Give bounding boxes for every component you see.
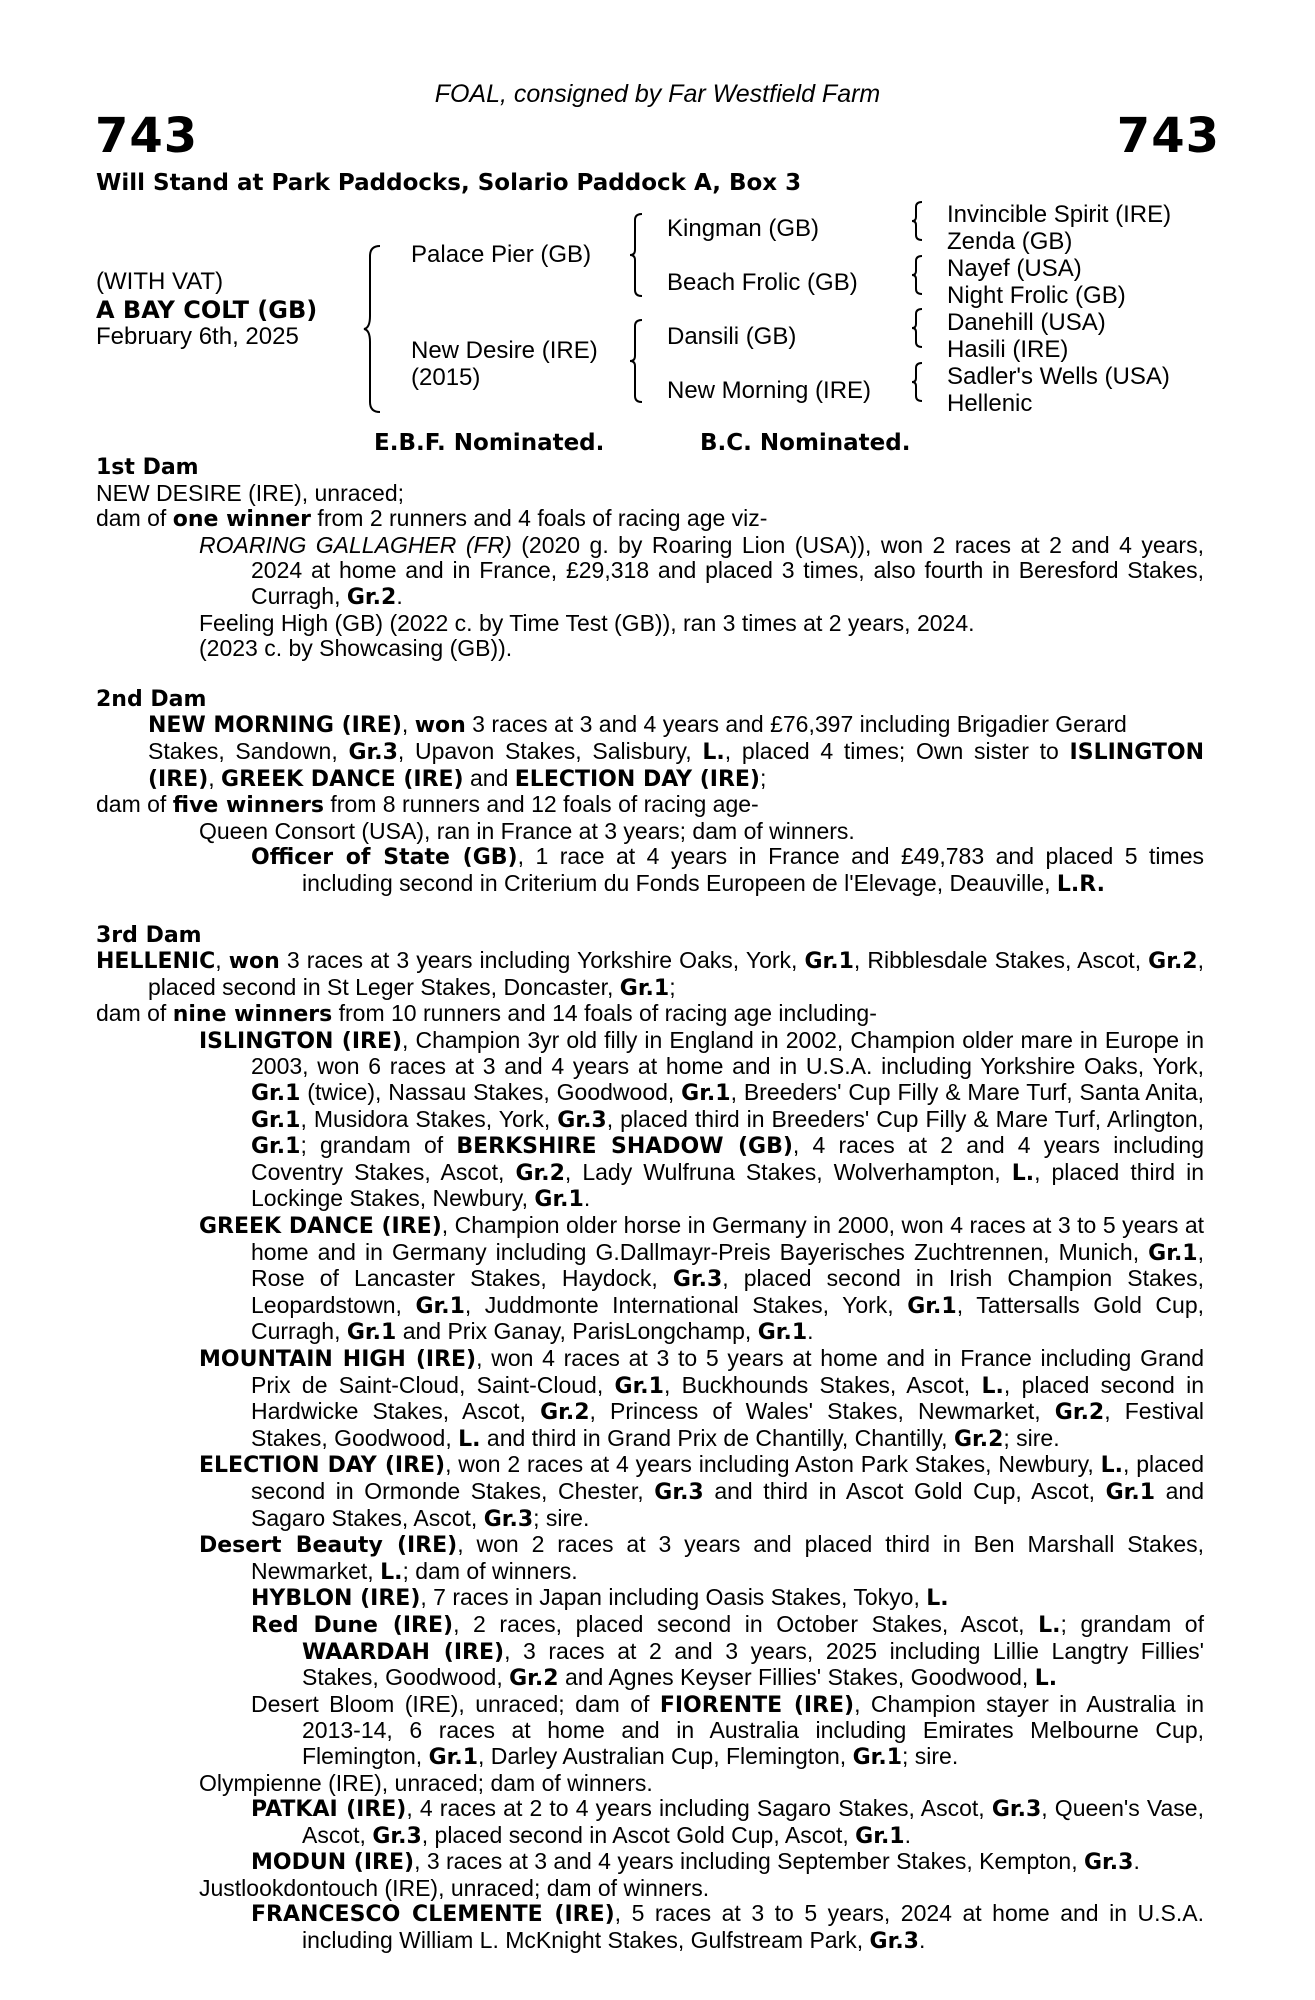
produce-item: MODUN (IRE), 3 races at 3 and 4 years including September Stakes, Kempton, Gr.3. (251, 1848, 1140, 1876)
pedigree-brace-dd (910, 361, 926, 403)
consignor-line: FOAL, consigned by Far Westfield Farm (434, 80, 881, 108)
bc-nomination: B.C. Nominated. (700, 430, 911, 456)
second-dam-record: NEW MORNING (IRE), won 3 races at 3 and 4 years and £76,397 including Brigadier Gerard (148, 711, 1127, 739)
produce-item: Officer of State (GB), 1 race at 4 years in France and £49,783 and placed 5 times including second in Criterium du Fonds Europeen de l'Elevage, Deauville, L.R. (251, 843, 1204, 897)
vat-note: (WITH VAT) (96, 268, 224, 295)
first-dam-summary: dam of one winner from 2 runners and 4 foals of racing age viz- (96, 505, 768, 533)
pedigree-brace-dam (628, 318, 648, 404)
ped-sds: Nayef (USA) (947, 255, 1082, 282)
ped-sss: Invincible Spirit (IRE) (947, 201, 1172, 228)
third-dam-heading: 3rd Dam (96, 922, 202, 948)
sire: Palace Pier (GB) (411, 241, 592, 268)
produce-item: (2023 c. by Showcasing (GB)). (199, 635, 513, 662)
produce-item: Desert Bloom (IRE), unraced; dam of FIORENTE (IRE), Champion stayer in Australia in 2013-14, 6 races at home and in Australia including Emirates Melbourne Cup, Flemington, Gr.1, Darley Australian Cup, Flemington, Gr.1; sire. (251, 1690, 1204, 1770)
produce-item: HYBLON (IRE), 7 races in Japan including Oasis Stakes, Tokyo, L. (251, 1584, 949, 1612)
produce-item: Olympienne (IRE), unraced; dam of winners. (199, 1769, 653, 1796)
ped-dss: Danehill (USA) (947, 309, 1106, 336)
pedigree-brace-sire (628, 212, 648, 298)
ped-ssd: Zenda (GB) (947, 228, 1073, 255)
sire-sire: Kingman (GB) (667, 215, 820, 242)
horse-dob: February 6th, 2025 (96, 323, 299, 350)
produce-item: MOUNTAIN HIGH (IRE), won 4 races at 3 to 5 years at home and in France including Grand Prix de Saint-Cloud, Saint-Cloud, Gr.1, Buckhounds Stakes, Ascot, L., placed second in Hardwicke Stakes, Ascot, Gr.2, Princess of Wales' Stakes, Newmarket, Gr.2, Festival Stakes, Goodwood, L. and third in Grand Prix de Chantilly, Chantilly, Gr.2; sire. (199, 1345, 1205, 1452)
produce-item: Justlookdontouch (IRE), unraced; dam of winners. (199, 1874, 710, 1901)
produce-item: ROARING GALLAGHER (FR) (2020 g. by Roaring Lion (USA)), won 2 races at 2 and 4 years, 2024 at home and in France, £29,318 and placed 3 times, also fourth in Beresford Stakes, Curragh, Gr.2. (199, 531, 1204, 610)
produce-item: ISLINGTON (IRE), Champion 3yr old filly in England in 2002, Champion older mare in Europe in 2003, won 6 races at 3 and 4 years at home and in U.S.A. including Yorkshire Oaks, York, Gr.1 (twice), Nassau Stakes, Goodwood, Gr.1, Breeders' Cup Filly & Mare Turf, Santa Anita, Gr.1, Musidora Stakes, York, Gr.3, placed third in Breeders' Cup Filly & Mare Turf, Arlington, Gr.1; grandam of BERKSHIRE SHADOW (GB), 4 races at 2 and 4 years including Coventry Stakes, Ascot, Gr.2, Lady Wulfruna Stakes, Wolverhampton, L., placed third in Lockinge Stakes, Newbury, Gr.1. (199, 1026, 1205, 1213)
pedigree-brace-sd (910, 254, 926, 296)
ped-dds: Sadler's Wells (USA) (947, 363, 1170, 390)
produce-item: Queen Consort (USA), ran in France at 3 years; dam of winners. (199, 817, 855, 844)
second-dam-record-cont: Stakes, Sandown, Gr.3, Upavon Stakes, Salisbury, L., placed 4 times; Own sister to ISLINGTON (IRE), GREEK DANCE (IRE) and ELECTION DAY (IRE); (148, 737, 1204, 792)
ped-ddd: Hellenic (947, 390, 1033, 417)
dam-dam: New Morning (IRE) (667, 377, 872, 404)
third-dam-summary: dam of nine winners from 10 runners and 14 foals of racing age including- (96, 1000, 877, 1028)
ped-dsd: Hasili (IRE) (947, 336, 1069, 363)
ped-sdd: Night Frolic (GB) (947, 282, 1126, 309)
produce-item: Red Dune (IRE), 2 races, placed second in October Stakes, Ascot, L.; grandam of WAARDAH (IRE), 3 races at 2 and 3 years, 2025 including Lillie Langtry Fillies' Stakes, Goodwood, Gr.2 and Agnes Keyser Fillies' Stakes, Goodwood, L. (251, 1610, 1204, 1692)
second-dam-summary: dam of five winners from 8 runners and 12 foals of racing age- (96, 791, 759, 819)
sire-dam: Beach Frolic (GB) (667, 269, 858, 296)
second-dam-heading: 2nd Dam (96, 686, 207, 712)
first-dam-heading: 1st Dam (96, 455, 199, 480)
dam-sire: Dansili (GB) (667, 323, 797, 350)
stabling-location: Will Stand at Park Paddocks, Solario Paddock A, Box 3 (96, 170, 802, 196)
lot-number-right: 743 (1116, 108, 1220, 164)
lot-number-left: 743 (95, 108, 199, 164)
pedigree-brace-ds (910, 307, 926, 349)
produce-record (96, 455, 1204, 1955)
first-dam-record: NEW DESIRE (IRE), unraced; (96, 479, 405, 506)
produce-item: FRANCESCO CLEMENTE (IRE), 5 races at 3 to 5 years, 2024 at home and in U.S.A. including William L. McKnight Stakes, Gulfstream Park, Gr.3. (251, 1900, 1204, 1955)
produce-item: Desert Beauty (IRE), won 2 races at 3 years and placed third in Ben Marshall Stakes, Newmarket, L.; dam of winners. (199, 1531, 1204, 1585)
produce-item: Feeling High (GB) (2022 c. by Time Test (GB)), ran 3 times at 2 years, 2024. (199, 609, 975, 636)
third-dam-record: HELLENIC, won 3 races at 3 years including Yorkshire Oaks, York, Gr.1, Ribblesdale Stakes, Ascot, Gr.2, placed second in St Leger Stakes, Doncaster, Gr.1; (96, 947, 1204, 1001)
dam-year: (2015) (411, 364, 481, 391)
pedigree-brace-ss (910, 200, 926, 242)
dam: New Desire (IRE) (411, 337, 598, 364)
produce-item: ELECTION DAY (IRE), won 2 races at 4 years including Aston Park Stakes, Newbury, L., placed second in Ormonde Stakes, Chester, Gr.3 and third in Ascot Gold Cup, Ascot, Gr.1 and Sagaro Stakes, Ascot, Gr.3; sire. (199, 1451, 1205, 1532)
ebf-nomination: E.B.F. Nominated. (374, 430, 605, 456)
horse-name: A BAY COLT (GB) (96, 296, 318, 324)
produce-item: PATKAI (IRE), 4 races at 2 to 4 years including Sagaro Stakes, Ascot, Gr.3, Queen's Vase, Ascot, Gr.3, placed second in Ascot Gold Cup, Ascot, Gr.1. (251, 1795, 1204, 1849)
pedigree-brace-main (362, 244, 386, 414)
produce-item: GREEK DANCE (IRE), Champion older horse in Germany in 2000, won 4 races at 3 to 5 years at home and in Germany including G.Dallmayr-Preis Bayerisches Zuchtrennen, Munich, Gr.1, Rose of Lancaster Stakes, Haydock, Gr.3, placed second in Irish Champion Stakes, Leopardstown, Gr.1, Juddmonte International Stakes, York, Gr.1, Tattersalls Gold Cup, Curragh, Gr.1 and Prix Ganay, ParisLongchamp, Gr.1. (199, 1212, 1205, 1346)
